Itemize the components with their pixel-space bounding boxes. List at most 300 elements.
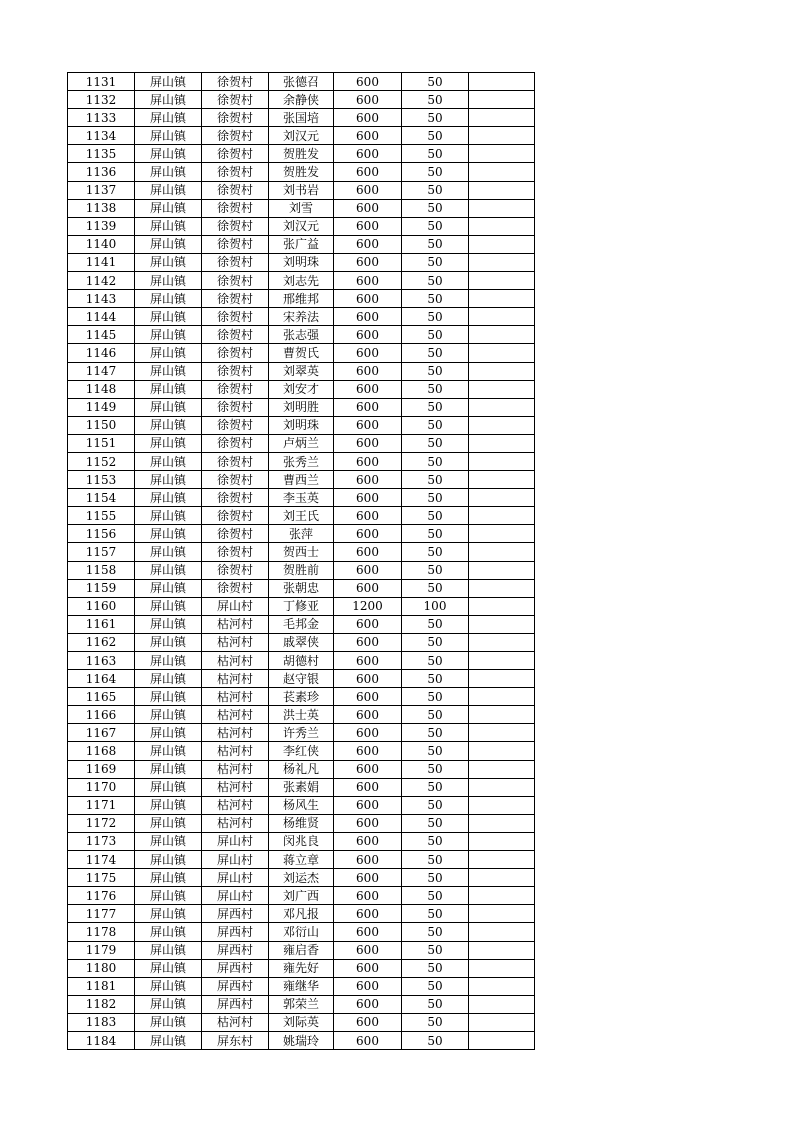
cell-name: 毛邦金	[269, 615, 334, 633]
cell-town: 屏山镇	[135, 308, 202, 326]
cell-index: 1141	[68, 253, 135, 271]
cell-name: 赵守银	[269, 670, 334, 688]
cell-note	[469, 217, 535, 235]
cell-amount: 600	[334, 887, 402, 905]
cell-town: 屏山镇	[135, 814, 202, 832]
cell-note	[469, 91, 535, 109]
cell-count: 50	[402, 253, 469, 271]
table-row	[68, 959, 535, 977]
cell-name: 许秀兰	[269, 724, 334, 742]
cell-village: 徐贺村	[202, 235, 269, 253]
cell-amount: 600	[334, 814, 402, 832]
cell-note	[469, 109, 535, 127]
cell-name: 苌素珍	[269, 688, 334, 706]
cell-name: 邓衍山	[269, 923, 334, 941]
cell-amount: 600	[334, 688, 402, 706]
cell-index: 1133	[68, 109, 135, 127]
cell-note	[469, 633, 535, 651]
cell-amount: 600	[334, 109, 402, 127]
table-row	[68, 1031, 535, 1049]
cell-name: 胡德村	[269, 652, 334, 670]
cell-index: 1159	[68, 579, 135, 597]
cell-count: 50	[402, 235, 469, 253]
cell-count: 50	[402, 977, 469, 995]
cell-town: 屏山镇	[135, 272, 202, 290]
cell-note	[469, 869, 535, 887]
cell-village: 枯河村	[202, 670, 269, 688]
table-row	[68, 199, 535, 217]
cell-index: 1149	[68, 398, 135, 416]
cell-count: 50	[402, 181, 469, 199]
cell-index: 1183	[68, 1013, 135, 1031]
cell-name: 刘书岩	[269, 181, 334, 199]
cell-note	[469, 507, 535, 525]
cell-count: 50	[402, 344, 469, 362]
cell-index: 1168	[68, 742, 135, 760]
table-row	[68, 489, 535, 507]
cell-count: 50	[402, 778, 469, 796]
cell-village: 徐贺村	[202, 362, 269, 380]
cell-amount: 600	[334, 217, 402, 235]
table-row	[68, 235, 535, 253]
cell-name: 刘际英	[269, 1013, 334, 1031]
cell-note	[469, 615, 535, 633]
cell-amount: 600	[334, 633, 402, 651]
cell-note	[469, 923, 535, 941]
cell-town: 屏山镇	[135, 434, 202, 452]
table-row	[68, 778, 535, 796]
cell-index: 1178	[68, 923, 135, 941]
cell-name: 李红侠	[269, 742, 334, 760]
table-row	[68, 579, 535, 597]
cell-town: 屏山镇	[135, 344, 202, 362]
cell-name: 刘雪	[269, 199, 334, 217]
cell-amount: 600	[334, 73, 402, 91]
table-row	[68, 253, 535, 271]
cell-amount: 600	[334, 326, 402, 344]
cell-amount: 600	[334, 452, 402, 470]
cell-count: 50	[402, 579, 469, 597]
cell-town: 屏山镇	[135, 145, 202, 163]
cell-village: 徐贺村	[202, 452, 269, 470]
cell-index: 1179	[68, 941, 135, 959]
cell-count: 50	[402, 561, 469, 579]
cell-count: 50	[402, 869, 469, 887]
cell-village: 屏西村	[202, 959, 269, 977]
cell-count: 100	[402, 597, 469, 615]
cell-count: 50	[402, 109, 469, 127]
table-row	[68, 91, 535, 109]
cell-index: 1137	[68, 181, 135, 199]
cell-village: 屏西村	[202, 977, 269, 995]
table-row	[68, 995, 535, 1013]
cell-village: 屏山村	[202, 851, 269, 869]
cell-name: 刘翠英	[269, 362, 334, 380]
cell-name: 郭荣兰	[269, 995, 334, 1013]
cell-name: 邓凡报	[269, 905, 334, 923]
cell-index: 1135	[68, 145, 135, 163]
cell-index: 1164	[68, 670, 135, 688]
cell-name: 刘志先	[269, 272, 334, 290]
cell-town: 屏山镇	[135, 652, 202, 670]
cell-town: 屏山镇	[135, 290, 202, 308]
cell-town: 屏山镇	[135, 109, 202, 127]
cell-note	[469, 1013, 535, 1031]
cell-name: 洪士英	[269, 706, 334, 724]
table-row	[68, 724, 535, 742]
cell-name: 刘广西	[269, 887, 334, 905]
cell-town: 屏山镇	[135, 507, 202, 525]
cell-index: 1169	[68, 760, 135, 778]
cell-name: 李玉英	[269, 489, 334, 507]
cell-town: 屏山镇	[135, 579, 202, 597]
cell-name: 张国培	[269, 109, 334, 127]
table-body	[68, 73, 535, 1050]
cell-note	[469, 145, 535, 163]
cell-count: 50	[402, 308, 469, 326]
cell-amount: 600	[334, 778, 402, 796]
cell-amount: 600	[334, 525, 402, 543]
cell-town: 屏山镇	[135, 163, 202, 181]
cell-count: 50	[402, 887, 469, 905]
table-row	[68, 615, 535, 633]
cell-town: 屏山镇	[135, 887, 202, 905]
table-row	[68, 905, 535, 923]
cell-village: 徐贺村	[202, 91, 269, 109]
cell-village: 徐贺村	[202, 163, 269, 181]
cell-village: 枯河村	[202, 724, 269, 742]
cell-town: 屏山镇	[135, 796, 202, 814]
cell-village: 枯河村	[202, 688, 269, 706]
cell-village: 枯河村	[202, 633, 269, 651]
cell-amount: 600	[334, 253, 402, 271]
cell-index: 1166	[68, 706, 135, 724]
cell-index: 1160	[68, 597, 135, 615]
cell-amount: 600	[334, 1013, 402, 1031]
cell-town: 屏山镇	[135, 217, 202, 235]
cell-amount: 600	[334, 272, 402, 290]
cell-amount: 600	[334, 434, 402, 452]
cell-village: 徐贺村	[202, 109, 269, 127]
cell-amount: 1200	[334, 597, 402, 615]
cell-count: 50	[402, 217, 469, 235]
cell-count: 50	[402, 507, 469, 525]
cell-amount: 600	[334, 398, 402, 416]
table-row	[68, 308, 535, 326]
cell-count: 50	[402, 326, 469, 344]
cell-name: 张广益	[269, 235, 334, 253]
cell-village: 徐贺村	[202, 507, 269, 525]
table-row	[68, 561, 535, 579]
cell-village: 徐贺村	[202, 73, 269, 91]
cell-index: 1151	[68, 434, 135, 452]
cell-amount: 600	[334, 796, 402, 814]
table-row	[68, 290, 535, 308]
cell-note	[469, 199, 535, 217]
cell-note	[469, 688, 535, 706]
cell-note	[469, 398, 535, 416]
cell-index: 1136	[68, 163, 135, 181]
cell-town: 屏山镇	[135, 633, 202, 651]
table-row	[68, 380, 535, 398]
cell-town: 屏山镇	[135, 995, 202, 1013]
cell-index: 1150	[68, 416, 135, 434]
table-row	[68, 543, 535, 561]
table-row	[68, 145, 535, 163]
cell-name: 张志强	[269, 326, 334, 344]
table-row	[68, 163, 535, 181]
cell-amount: 600	[334, 163, 402, 181]
cell-count: 50	[402, 832, 469, 850]
cell-amount: 600	[334, 543, 402, 561]
cell-amount: 600	[334, 869, 402, 887]
cell-amount: 600	[334, 344, 402, 362]
cell-note	[469, 959, 535, 977]
cell-note	[469, 977, 535, 995]
cell-village: 枯河村	[202, 652, 269, 670]
cell-note	[469, 308, 535, 326]
cell-town: 屏山镇	[135, 905, 202, 923]
cell-amount: 600	[334, 145, 402, 163]
cell-name: 张秀兰	[269, 452, 334, 470]
cell-village: 徐贺村	[202, 253, 269, 271]
cell-note	[469, 796, 535, 814]
cell-village: 枯河村	[202, 760, 269, 778]
cell-name: 蒋立章	[269, 851, 334, 869]
cell-name: 雍继华	[269, 977, 334, 995]
cell-village: 徐贺村	[202, 344, 269, 362]
cell-amount: 600	[334, 832, 402, 850]
cell-note	[469, 434, 535, 452]
cell-count: 50	[402, 995, 469, 1013]
cell-amount: 600	[334, 127, 402, 145]
cell-index: 1144	[68, 308, 135, 326]
cell-note	[469, 760, 535, 778]
cell-town: 屏山镇	[135, 688, 202, 706]
table-row	[68, 127, 535, 145]
table-row	[68, 832, 535, 850]
cell-count: 50	[402, 760, 469, 778]
cell-amount: 600	[334, 471, 402, 489]
cell-name: 刘汉元	[269, 217, 334, 235]
cell-name: 姚瑞玲	[269, 1031, 334, 1049]
table-row	[68, 326, 535, 344]
cell-note	[469, 579, 535, 597]
cell-note	[469, 290, 535, 308]
cell-note	[469, 235, 535, 253]
table-row	[68, 217, 535, 235]
cell-town: 屏山镇	[135, 489, 202, 507]
cell-town: 屏山镇	[135, 398, 202, 416]
cell-amount: 600	[334, 489, 402, 507]
table-row	[68, 887, 535, 905]
cell-count: 50	[402, 543, 469, 561]
cell-count: 50	[402, 73, 469, 91]
cell-amount: 600	[334, 977, 402, 995]
table-row	[68, 434, 535, 452]
cell-index: 1138	[68, 199, 135, 217]
cell-town: 屏山镇	[135, 362, 202, 380]
table-row	[68, 923, 535, 941]
cell-note	[469, 905, 535, 923]
cell-index: 1145	[68, 326, 135, 344]
cell-note	[469, 416, 535, 434]
cell-name: 杨维贤	[269, 814, 334, 832]
cell-note	[469, 525, 535, 543]
cell-count: 50	[402, 814, 469, 832]
cell-index: 1134	[68, 127, 135, 145]
cell-note	[469, 941, 535, 959]
cell-town: 屏山镇	[135, 851, 202, 869]
cell-name: 刘运杰	[269, 869, 334, 887]
cell-count: 50	[402, 272, 469, 290]
cell-village: 徐贺村	[202, 380, 269, 398]
cell-count: 50	[402, 1031, 469, 1049]
cell-index: 1155	[68, 507, 135, 525]
table-row	[68, 452, 535, 470]
cell-count: 50	[402, 91, 469, 109]
cell-name: 贺西士	[269, 543, 334, 561]
cell-note	[469, 724, 535, 742]
cell-town: 屏山镇	[135, 199, 202, 217]
cell-village: 徐贺村	[202, 326, 269, 344]
cell-count: 50	[402, 290, 469, 308]
table-row	[68, 507, 535, 525]
cell-town: 屏山镇	[135, 416, 202, 434]
cell-count: 50	[402, 145, 469, 163]
cell-name: 宋养法	[269, 308, 334, 326]
cell-amount: 600	[334, 923, 402, 941]
cell-name: 张萍	[269, 525, 334, 543]
cell-name: 余静侠	[269, 91, 334, 109]
cell-village: 徐贺村	[202, 181, 269, 199]
cell-town: 屏山镇	[135, 452, 202, 470]
cell-village: 徐贺村	[202, 272, 269, 290]
cell-name: 张朝忠	[269, 579, 334, 597]
cell-index: 1170	[68, 778, 135, 796]
cell-town: 屏山镇	[135, 1031, 202, 1049]
cell-note	[469, 887, 535, 905]
cell-note	[469, 742, 535, 760]
cell-amount: 600	[334, 652, 402, 670]
cell-town: 屏山镇	[135, 941, 202, 959]
cell-amount: 600	[334, 742, 402, 760]
cell-note	[469, 127, 535, 145]
cell-index: 1177	[68, 905, 135, 923]
cell-count: 50	[402, 959, 469, 977]
cell-village: 屏山村	[202, 887, 269, 905]
cell-village: 枯河村	[202, 814, 269, 832]
cell-index: 1163	[68, 652, 135, 670]
table-row	[68, 416, 535, 434]
cell-note	[469, 181, 535, 199]
cell-note	[469, 670, 535, 688]
cell-village: 徐贺村	[202, 489, 269, 507]
cell-village: 枯河村	[202, 615, 269, 633]
cell-amount: 600	[334, 760, 402, 778]
cell-name: 曹贺氏	[269, 344, 334, 362]
cell-name: 刘王氏	[269, 507, 334, 525]
cell-index: 1132	[68, 91, 135, 109]
cell-village: 徐贺村	[202, 145, 269, 163]
cell-village: 徐贺村	[202, 471, 269, 489]
cell-town: 屏山镇	[135, 742, 202, 760]
cell-index: 1158	[68, 561, 135, 579]
cell-amount: 600	[334, 507, 402, 525]
cell-town: 屏山镇	[135, 73, 202, 91]
cell-note	[469, 543, 535, 561]
cell-village: 屏西村	[202, 923, 269, 941]
cell-amount: 600	[334, 706, 402, 724]
cell-village: 屏西村	[202, 941, 269, 959]
cell-count: 50	[402, 706, 469, 724]
cell-index: 1152	[68, 452, 135, 470]
cell-town: 屏山镇	[135, 1013, 202, 1031]
cell-count: 50	[402, 489, 469, 507]
cell-village: 徐贺村	[202, 434, 269, 452]
cell-index: 1148	[68, 380, 135, 398]
table-row	[68, 706, 535, 724]
cell-town: 屏山镇	[135, 724, 202, 742]
cell-town: 屏山镇	[135, 670, 202, 688]
cell-name: 戚翠侠	[269, 633, 334, 651]
cell-name: 贺胜发	[269, 163, 334, 181]
cell-village: 徐贺村	[202, 561, 269, 579]
cell-village: 徐贺村	[202, 127, 269, 145]
cell-village: 枯河村	[202, 778, 269, 796]
cell-note	[469, 778, 535, 796]
table-row	[68, 742, 535, 760]
cell-count: 50	[402, 941, 469, 959]
cell-village: 徐贺村	[202, 543, 269, 561]
cell-town: 屏山镇	[135, 778, 202, 796]
cell-note	[469, 362, 535, 380]
cell-index: 1143	[68, 290, 135, 308]
table-row	[68, 73, 535, 91]
cell-village: 徐贺村	[202, 199, 269, 217]
cell-town: 屏山镇	[135, 977, 202, 995]
table-row	[68, 652, 535, 670]
cell-count: 50	[402, 199, 469, 217]
cell-note	[469, 561, 535, 579]
table-row	[68, 471, 535, 489]
cell-count: 50	[402, 434, 469, 452]
cell-name: 贺胜发	[269, 145, 334, 163]
cell-town: 屏山镇	[135, 597, 202, 615]
cell-index: 1180	[68, 959, 135, 977]
cell-index: 1146	[68, 344, 135, 362]
cell-index: 1173	[68, 832, 135, 850]
cell-note	[469, 597, 535, 615]
cell-name: 曹西兰	[269, 471, 334, 489]
cell-amount: 600	[334, 579, 402, 597]
cell-town: 屏山镇	[135, 832, 202, 850]
table-row	[68, 977, 535, 995]
cell-amount: 600	[334, 959, 402, 977]
cell-village: 徐贺村	[202, 290, 269, 308]
cell-amount: 600	[334, 362, 402, 380]
table-row	[68, 398, 535, 416]
cell-name: 刘明珠	[269, 253, 334, 271]
cell-village: 徐贺村	[202, 416, 269, 434]
cell-village: 徐贺村	[202, 308, 269, 326]
cell-village: 枯河村	[202, 706, 269, 724]
cell-town: 屏山镇	[135, 615, 202, 633]
cell-count: 50	[402, 688, 469, 706]
cell-amount: 600	[334, 1031, 402, 1049]
table-row	[68, 869, 535, 887]
cell-town: 屏山镇	[135, 760, 202, 778]
